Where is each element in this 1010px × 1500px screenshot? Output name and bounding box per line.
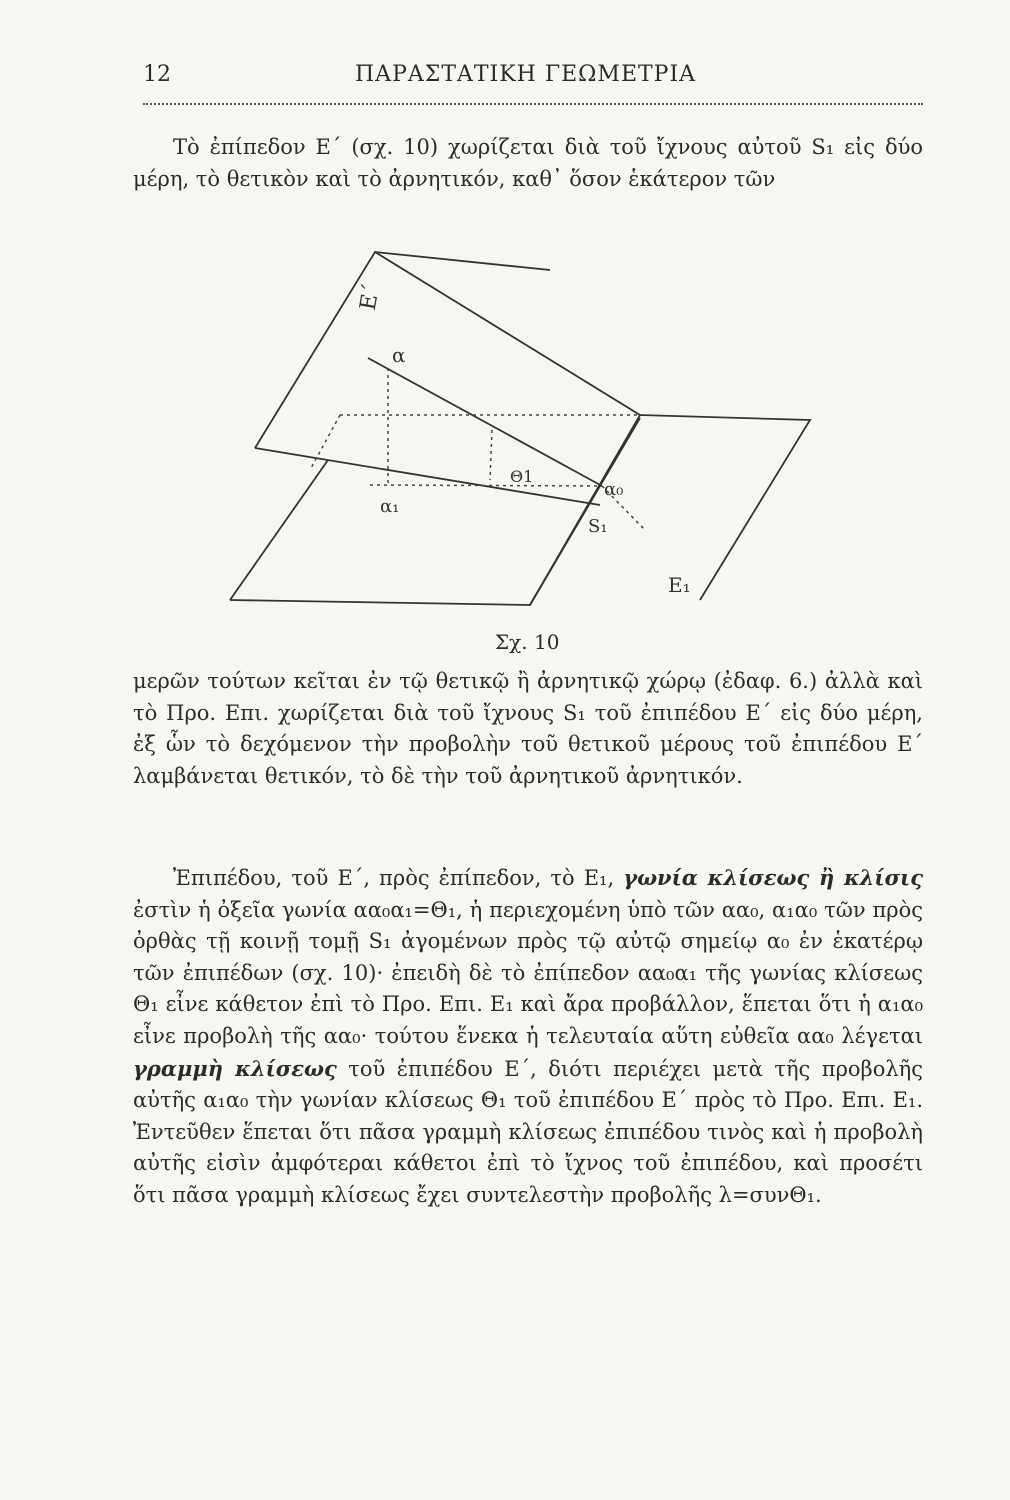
label-e1: Ε₁ (668, 573, 691, 597)
label-theta1: Θ1 (510, 467, 534, 486)
plane-e1-outline (230, 415, 810, 605)
running-title: ΠΑΡΑΣΤΑΤΙΚΗ ΓΕΩΜΕΤΡΙΑ (355, 62, 697, 87)
paragraph-1: Τὸ ἐπίπεδον Ε΄ (σχ. 10) χωρίζεται διὰ τοῦ ἴχνους αὐτοῦ S₁ εἰς δύο μέρη, τὸ θετικὸν καὶ τὸ ἀρνητικόν, καθ᾽ ὅσον ἑκάτερον τῶν (133, 135, 923, 191)
figure-10 (220, 240, 820, 620)
plane-e-prime-upper (375, 252, 640, 415)
paragraph-3 (133, 862, 923, 1212)
label-alpha1: α₁ (380, 496, 400, 517)
trace-s1 (530, 418, 640, 605)
term-line-of-inclination: γραμμὴ κλίσεως (133, 1055, 337, 1081)
line-alpha-alpha0 (368, 358, 602, 486)
paragraph-3-part-2: ἐστὶν ἡ ὀξεῖα γωνία αα₀α₁=Θ₁, ἡ περιεχομένη ὑπὸ τῶν αα₀, α₁α₀ τῶν πρὸς ὀρθὰς τῇ κοινῇ τομῇ S₁ ἀγομένων πρὸς τῷ αὐτῷ σημείῳ α₀ ἐν ἑκατέρῳ τῶν ἐπιπέδων (σχ. 10)· ἐπειδὴ δὲ τὸ ἐπίπεδον αα₀α₁ τῆς γωνίας κλίσεως Θ₁ εἶνε κάθετον ἐπὶ τὸ Προ. Επι. Ε₁ καὶ ἄρα προβάλλον, ἕπεται ὅτι ἡ α₁α₀ εἶνε προβολὴ τῆς αα₀· τούτου ἕνεκα ἡ τελευταία αὕτη εὐθεῖα αα₀ λέγεται (133, 897, 923, 1048)
page-header (143, 58, 923, 98)
label-alpha0: α₀ (604, 479, 624, 500)
dotted-mid (490, 430, 492, 480)
plane-e1-left-edge (230, 460, 328, 600)
figure-caption: Σχ. 10 (495, 630, 560, 654)
paragraph-3-part-3: τοῦ ἐπιπέδου Ε΄, διότι περιέχει μετὰ τῆς προβολῆς αὐτῆς α₁α₀ τὴν γωνίαν κλίσεως Θ₁ τοῦ ἐπιπέδου Ε΄ πρὸς τὸ Προ. Επι. Ε₁. Ἐντεῦθεν ἕπεται ὅτι πᾶσα γραμμὴ κλίσεως ἐπιπέδου τινὸς καὶ ἡ προβολὴ αὐτῆς εἰσὶν ἀμφότεραι κάθετοι ἐπὶ τὸ ἴχνος τοῦ ἐπιπέδου, καὶ προσέτι ὅτι πᾶσα γραμμὴ κλίσεως ἔχει συντελεστὴν προβολῆς λ=συνΘ₁. (133, 1056, 923, 1207)
label-alpha: α (392, 343, 406, 367)
header-rule (143, 103, 923, 105)
label-s1: S₁ (588, 516, 608, 537)
paragraph-3-part-1: Ἐπιπέδου, τοῦ Ε΄, πρὸς ἐπίπεδον, τὸ Ε₁, (173, 866, 624, 890)
page-number: 12 (143, 62, 171, 87)
paragraph-2: μερῶν τούτων κεῖται ἐν τῷ θετικῷ ἢ ἀρνητικῷ χώρῳ (ἐδαφ. 6.) ἀλλὰ καὶ τὸ Προ. Επι. χωρίζεται διὰ τοῦ ἴχνους S₁ τοῦ ἐπιπέδου Ε΄ εἰς δύο μέρη, ἐξ ὧν τὸ δεχόμενον τὴν προβολὴν τοῦ θετικοῦ μέρους τοῦ ἐπιπέδου Ε΄ λαμβάνεται θετικόν, τὸ δὲ τὴν τοῦ ἀρνητικοῦ ἀρνητικόν. (133, 669, 923, 788)
term-angle-of-inclination: γωνία κλίσεως ἢ κλίσις (623, 865, 923, 890)
label-e-prime: Ε΄ (355, 281, 386, 313)
